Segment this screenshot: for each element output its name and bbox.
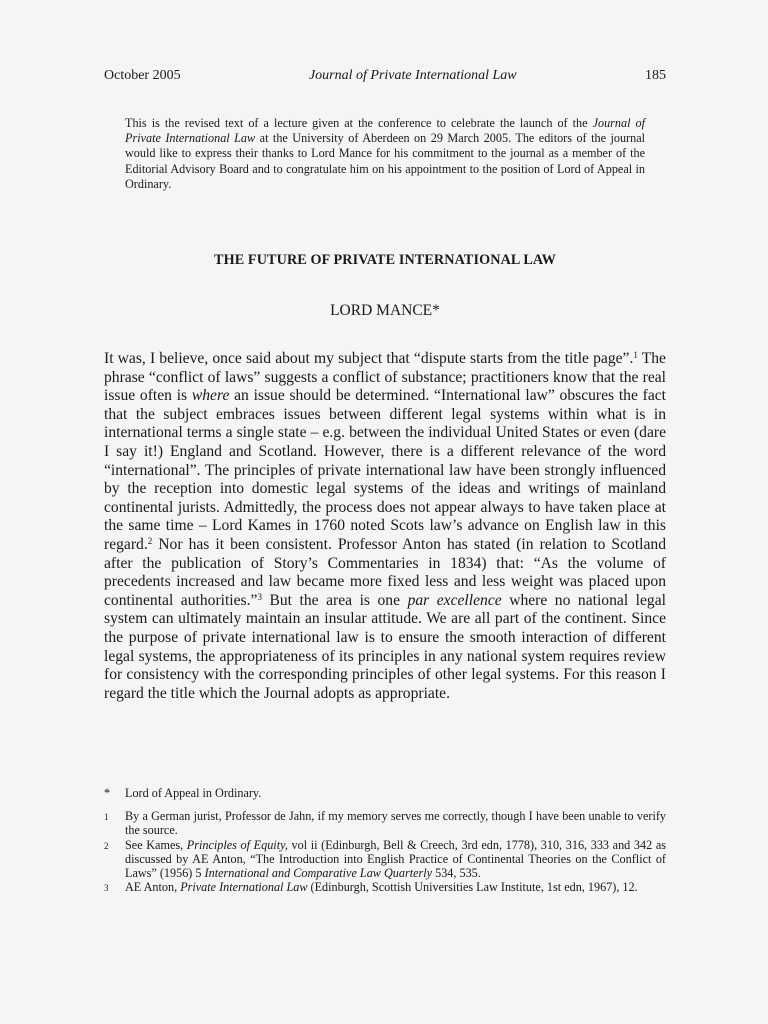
footnote-1 xyxy=(104,809,666,837)
body-text: Nor has it been consistent. Professor Anton has stated (in relation to Scotland after the publication of Story’s Commentaries in 1834) that: “As the volume of precedents increased and law became more fixed less and less weight was placed upon continental authorities.” xyxy=(104,535,666,609)
editorial-note-text-cont: at the University of Aberdeen on 29 March 2005. The editors of the journal would like to express their thanks to Lord Mance for his commitment to the journal as a member of the Editorial Advisory Board and to congratulate him on his appointment to the position of Lord of Appeal in Ordinary. xyxy=(125,131,645,191)
footnote-ref-1[interactable]: 1 xyxy=(633,350,638,360)
footnote-2 xyxy=(104,838,666,881)
footnote-mark: 1 xyxy=(104,812,109,822)
body-emphasis-par-excellence: par excellence xyxy=(407,591,502,609)
footnote-text-part: (Edinburgh, Scottish Universities Law Institute, 1st edn, 1967), 12. xyxy=(307,880,638,894)
running-head xyxy=(104,68,666,84)
footnote-ref-3[interactable]: 3 xyxy=(257,591,262,602)
article-author: LORD MANCE* xyxy=(330,302,440,319)
footnote-mark: 2 xyxy=(104,841,109,851)
body-text: where no national legal system can ultimately maintain an insular attitude. We are all part of the continent. Since the purpose of private international law is to ensure the smooth interaction of different legal systems, the appropriateness of its principles in any national system requires review for consistency with the corresponding principles of other legal systems. For this reason I regard the title which the Journal adopts as appropriate. xyxy=(104,591,666,702)
footnote-citation-journal: International and Comparative Law Quarterly xyxy=(204,866,433,881)
footnote-text-part: vol ii (Edinburgh, Bell & Creech, 3rd edn, 1778), 310, 316, 333 and 342 as discussed by AE Anton, “The Introduction into English Practice of Continental Theories on the Conflict of Laws” (1956) 5 xyxy=(125,838,666,881)
footnote-citation-title: Private International Law xyxy=(180,880,308,894)
page-number: 185 xyxy=(645,68,666,83)
editorial-note xyxy=(125,116,645,192)
body-emphasis-where: where xyxy=(191,387,230,405)
editorial-note-journal: Journal of Private International Law xyxy=(125,116,645,146)
footnote-text-part: 534, 535. xyxy=(432,866,481,881)
footnote-author xyxy=(104,786,666,800)
article-title: THE FUTURE OF PRIVATE INTERNATIONAL LAW xyxy=(214,252,556,268)
footnote-mark: 3 xyxy=(104,883,109,893)
footnote-text-part: See Kames, xyxy=(125,838,187,852)
body-text: But the area is one xyxy=(261,591,408,609)
footnote-text xyxy=(125,838,666,881)
footnote-text: By a German jurist, Professor de Jahn, if my memory serves me correctly, though I have been unable to verify the source. xyxy=(125,809,666,838)
footnote-3 xyxy=(104,880,666,894)
journal-name: Journal of Private International Law xyxy=(308,68,517,83)
footnote-text-part: AE Anton, xyxy=(125,880,181,894)
editorial-note-text: This is the revised text of a lecture given at the conference to celebrate the launch of the xyxy=(125,116,593,130)
body-text: an issue should be determined. “International law” obscures the fact that the subject embraces issues between different legal systems within what is in international terms a single state – e.g. between the individual United States or even (dare I say it!) England and Scotland. However, there is a different relevance of the word “international”. The principles of private international law have been strongly influenced by the reception into domestic legal systems of the ideas and writings of mainland continental jurists. Admittedly, the process does not appear always to have taken place at the same time – Lord Kames in 1760 noted Scots law’s advance on English law in this regard. xyxy=(104,387,666,553)
footnote-mark: * xyxy=(104,786,111,800)
footnote-text xyxy=(125,880,666,894)
body-paragraph xyxy=(104,350,666,703)
body-text: It was, I believe, once said about my subject that “dispute starts from the title page”. xyxy=(104,350,634,367)
body-text: The phrase “conflict of laws” suggests a conflict of substance; practitioners know that the real issue often is xyxy=(104,350,666,405)
footnote-ref-2[interactable]: 2 xyxy=(147,535,153,546)
footnote-citation-title: Principles of Equity, xyxy=(186,838,288,852)
issue-date: October 2005 xyxy=(104,68,181,83)
footnote-text: Lord of Appeal in Ordinary. xyxy=(125,786,262,800)
